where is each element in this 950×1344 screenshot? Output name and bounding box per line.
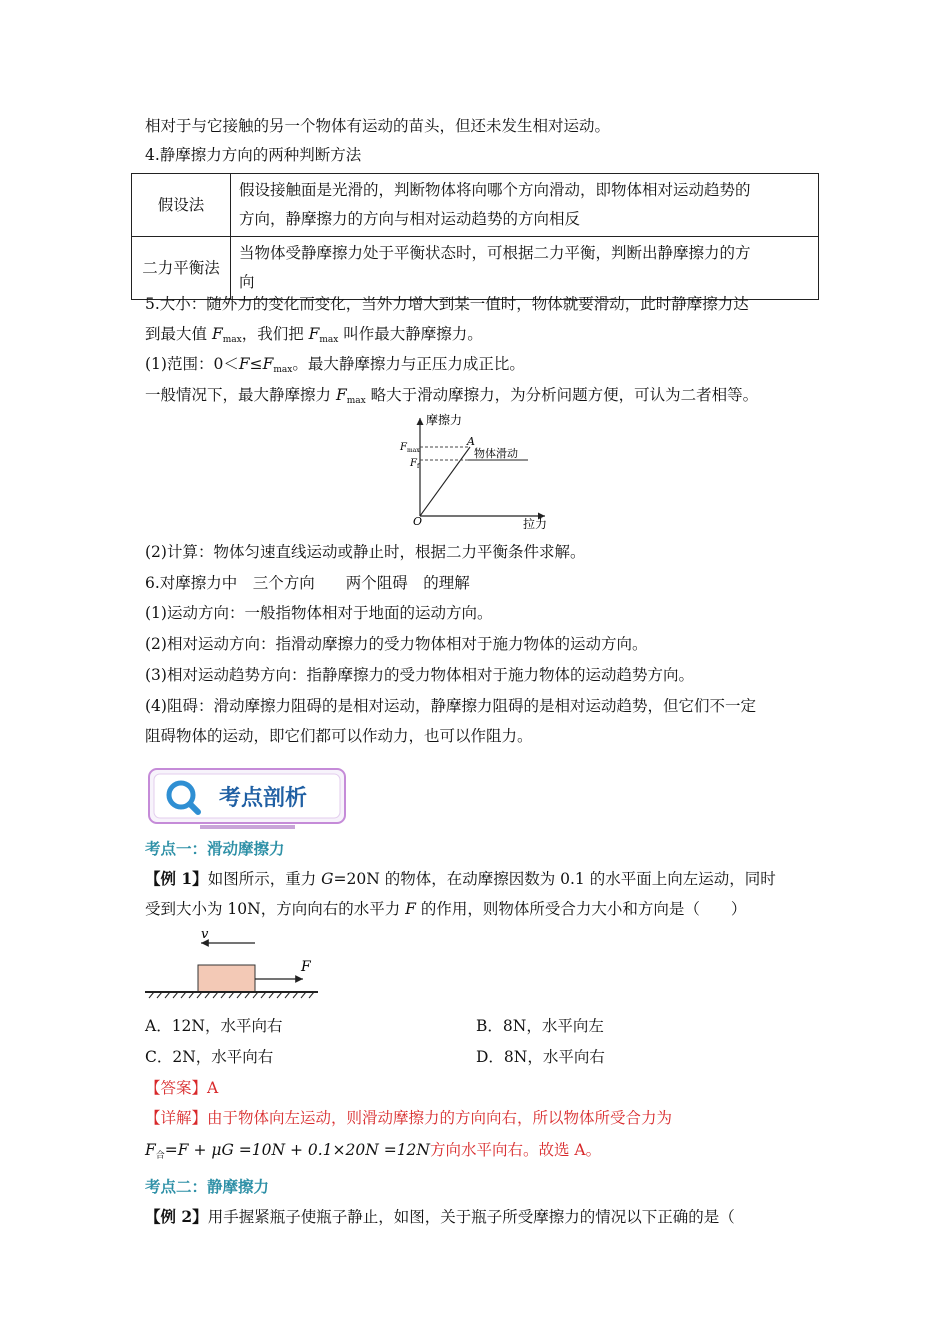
method-desc-line: 方向，静摩擦力的方向与相对运动趋势的方向相反 (239, 210, 581, 228)
x-axis-label: 拉力 (523, 517, 548, 531)
kaodian-2: 考点二：静摩擦力 (145, 1177, 270, 1196)
section-banner (145, 765, 350, 831)
section-6-title: 6.对摩擦力中 三个方向 两个阻碍 的理解 (145, 574, 470, 592)
range-text: (1)范围：$0<F\le F_{max}$。最大静摩擦力与正压力成正比。 (145, 355, 525, 375)
method-desc-line: 当物体受静摩擦力处于平衡状态时，可根据二力平衡，判断出静摩擦力的方 (239, 244, 751, 262)
origin-label: O (413, 515, 423, 528)
method-desc-line: 向 (239, 273, 255, 291)
fmax-label: $F_{max}$ (400, 442, 420, 454)
block-diagram (143, 925, 323, 1000)
item-4-line1: (4)阻碍：滑动摩擦力阻碍的是相对运动，静摩擦力阻碍的是相对运动趋势，但它们不一定 (145, 697, 756, 715)
y-axis-label: 摩擦力 (426, 413, 463, 427)
formula: $F_合=F + \mu G =10N + 0.1\times 20N =12N$方向水平向右。故选 A。 (145, 1141, 602, 1161)
velocity-label: v (201, 927, 209, 942)
section-4-title: 4.静摩擦力方向的两种判断方法 (145, 146, 362, 164)
rise-line (420, 447, 470, 516)
method-desc (231, 174, 819, 237)
item-1: (1)运动方向：一般指物体相对于地面的运动方向。 (145, 604, 493, 622)
block (198, 965, 255, 992)
example-1-line2: 受到大小为 10N，方向向右的水平力 F 的作用，则物体所受合力大小和方向是（ ） (145, 900, 747, 918)
detail: 【详解】由于物体向左运动，则滑动摩擦力的方向向右，所以物体所受合力为 (145, 1109, 673, 1127)
method-desc (231, 237, 819, 300)
calc-text: (2)计算：物体匀速直线运动或静止时，根据二力平衡条件求解。 (145, 543, 586, 561)
answer: 【答案】A (145, 1079, 219, 1097)
example-2: 【例 2】用手握紧瓶子使瓶子静止，如图，关于瓶子所受摩擦力的情况以下正确的是（ (145, 1207, 735, 1226)
point-a-label: A (467, 435, 475, 448)
table-row (132, 237, 819, 300)
option-d[interactable]: D．8N，水平向右 (476, 1048, 605, 1066)
section-5-line1: 5.大小：随外力的变化而变化，当外力增大到某一值时，物体就要滑动，此时静摩擦力达 (145, 295, 749, 313)
item-4-line2: 阻碍物体的运动，即它们都可以作动力，也可以作阻力。 (145, 727, 533, 745)
friction-graph (390, 410, 560, 535)
intro-text: 相对于与它接触的另一个物体有运动的苗头，但还未发生相对运动。 (145, 117, 611, 135)
force-label: F (301, 959, 311, 975)
general-text: 一般情况下，最大静摩擦力 $F_{max}$ 略大于滑动摩擦力，为分析问题方便，可认为二者相等。 (145, 386, 759, 406)
kaodian-1: 考点一：滑动摩擦力 (145, 839, 285, 858)
ff-label: $F_f$ (410, 458, 420, 470)
banner-stripes (200, 825, 295, 829)
banner-title: 考点剖析 (219, 786, 308, 811)
method-name: 假设法 (132, 174, 231, 237)
method-table (131, 173, 819, 300)
option-a[interactable]: A．12N，水平向右 (145, 1017, 283, 1035)
table-row (132, 174, 819, 237)
example-1-line1: 【例 1】如图所示，重力 G=20N 的物体，在动摩擦因数为 0.1 的水平面上向左运动，同时 (145, 869, 776, 888)
option-c[interactable]: C．2N，水平向右 (145, 1048, 274, 1066)
section-5-line2: 到最大值 $F_{max}$，我们把 $F_{max}$ 叫作最大静摩擦力。 (145, 325, 483, 345)
item-2: (2)相对运动方向：指滑动摩擦力的受力物体相对于施力物体的运动方向。 (145, 635, 648, 653)
option-b[interactable]: B．8N，水平向左 (476, 1017, 604, 1035)
item-3: (3)相对运动趋势方向：指静摩擦力的受力物体相对于施力物体的运动趋势方向。 (145, 666, 694, 684)
method-name: 二力平衡法 (132, 237, 231, 300)
sliding-annotation: 物体滑动 (474, 447, 518, 460)
method-desc-line: 假设接触面是光滑的，判断物体将向哪个方向滑动，即物体相对运动趋势的 (239, 181, 751, 199)
